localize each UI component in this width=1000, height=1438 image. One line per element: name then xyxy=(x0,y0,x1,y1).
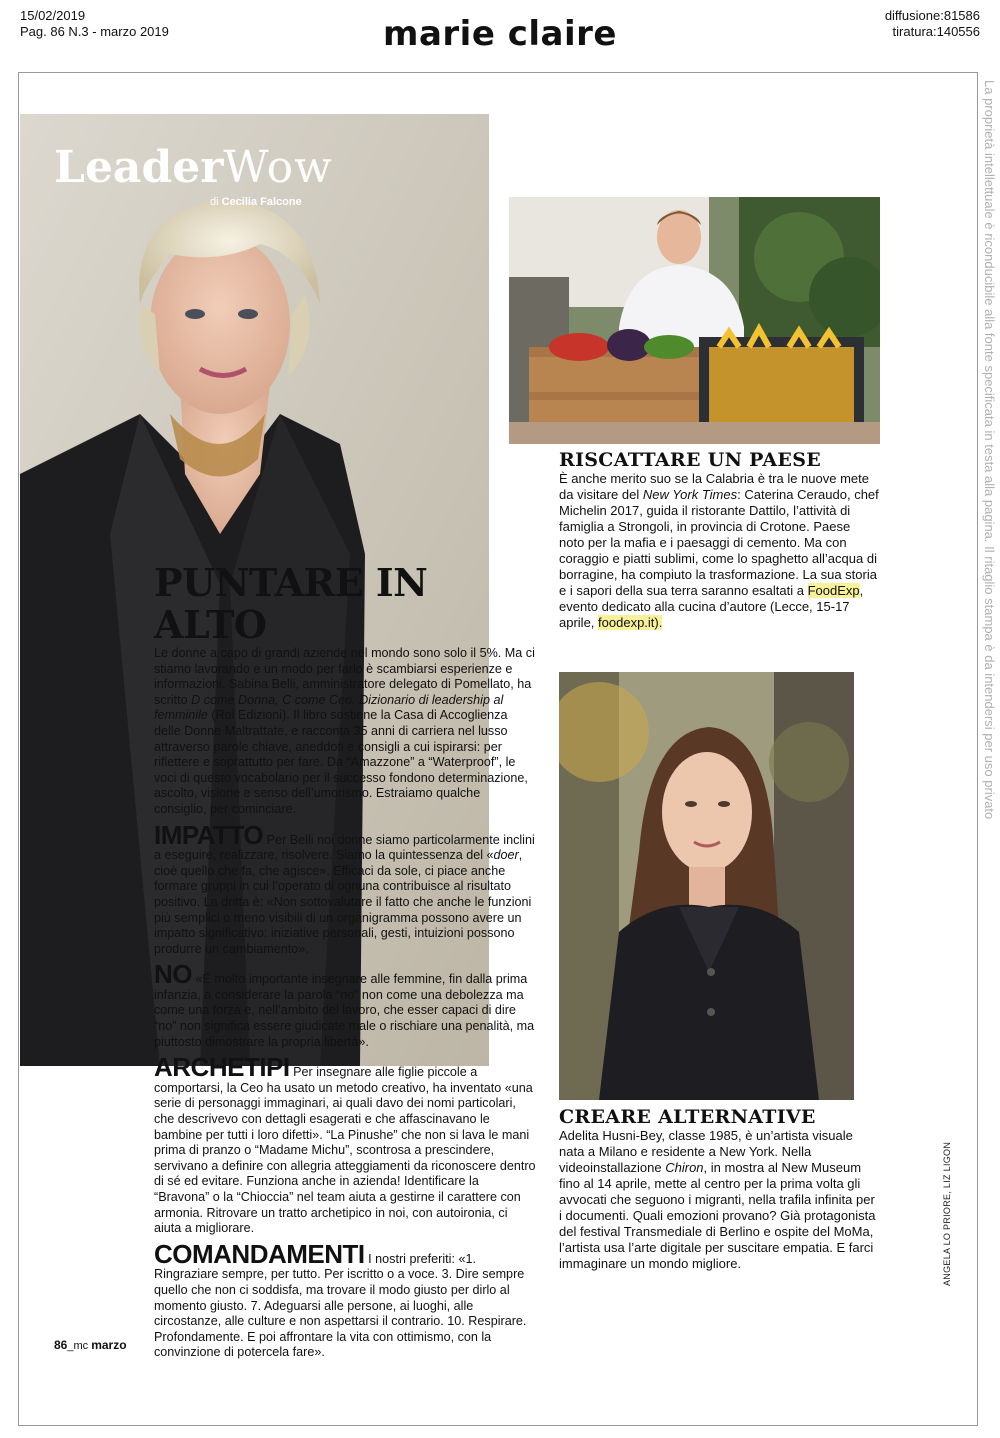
book-title: D come Donna, C come Ceo. Dizionario di leadership al femminile xyxy=(154,692,504,723)
section-heading: ARCHETIPI xyxy=(154,1052,290,1083)
main-intro xyxy=(154,646,536,818)
copyright-note xyxy=(983,80,999,900)
main-article xyxy=(146,562,536,1361)
chef-photo xyxy=(509,197,880,444)
diffusione: diffusione:81586 xyxy=(884,8,980,23)
story-text-2: : Caterina Ceraudo, chef Michelin 2017, guida il ristorante Dattilo, l’attività di famiglia a Strongoli, in provincia di Crotone. Paese noto per la mafia e i paesaggi di cemento. Ma con coraggio e piatti sublimi, come lo spaghetto all’acqua di borragine, ha compiuto la trasformazione. La sua storia e i sapori della sua terra saranno esaltati a xyxy=(559,487,879,598)
section-heading: IMPATTO xyxy=(154,819,264,850)
intro-text-2: (Roi Edizioni). Il libro sostiene la Casa di Accoglienza delle Donne Maltrattate, e racconta 35 anni di carriera nel lusso attraverso parole chiave, aneddoti e consigli a cui ispirarsi: per riflettere e soprattutto per fare. Da “Amazzone” a “Waterproof”, le voci di questo vocabolario per il successo fondono determinazione, ascolto, visione e senso dell’umorismo. Estraiamo qualche consiglio, per cominciare. xyxy=(154,708,528,816)
section-archetipi xyxy=(154,1054,536,1237)
story-heading: CREARE ALTERNATIVE xyxy=(559,1106,816,1128)
section-text: I nostri preferiti: «1. Ringraziare sempre, per tutto. Per iscritto o a voce. 3. Dire sempre quello che non ci soddisfa, ma trovare il modo giusto per dirlo al momento giusto. 7. Adeguarsi alle persone, ai luoghi, alle circostanze, alle culture e non aspettarsi il contrario. 10. Respirare. Profondamente. E poi affrontare la vita con ottimismo, con la convinzione di potercela fare». xyxy=(154,1251,527,1360)
artist-illustration xyxy=(559,672,854,1100)
section-text: «È molto importante insegnare alle femmine, fin dalla prima infanzia, a considerare la parola “no” non come una debolezza ma come una forza e, nell’ambito del lavoro, che esser capaci di dire “no” non significa essere giudicate male o rischiare una penalità, ma piuttosto dimostrare la propria libertà». xyxy=(154,972,535,1049)
story-text xyxy=(559,471,879,631)
column-title-wow: Wow xyxy=(223,142,333,193)
photo-credit-text: ANGELA LO PRIORE, LIZ LIGON xyxy=(942,1141,952,1286)
main-headline: PUNTARE IN ALTO xyxy=(154,560,428,647)
section-impatto xyxy=(154,819,536,958)
artist-photo xyxy=(559,672,854,1100)
page-folio xyxy=(54,1338,127,1352)
intro-text-1: Le donne a capo di grandi aziende nel mondo sono solo il 5%. Ma ci stiamo lavorando e un modo per farlo è scambiarsi esperienze e informazioni. Sabina Belli, amministratore delegato di Pomellato, ha scritto xyxy=(154,646,535,707)
foodexp-link[interactable]: FoodExp xyxy=(807,583,860,598)
section-text: Per Belli noi donne siamo particolarmente inclini a eseguire, realizzare, risolvere. Siamo la quintessenza del « xyxy=(154,832,535,863)
folio-month: marzo xyxy=(91,1338,127,1352)
photo-credit xyxy=(942,1140,954,1290)
section-no xyxy=(154,961,536,1050)
story-heading: RISCATTARE UN PAESE xyxy=(559,449,821,471)
masthead-logo: marie claire xyxy=(383,14,617,54)
story-text-italic: New York Times xyxy=(642,487,738,502)
section-text: Per insegnare alle figlie piccole a comportarsi, la Ceo ha usato un metodo creativo, ha inventato «una serie di personaggi immaginari, ai quali davo dei nomi particolari, che descrivevo con dettagli esagerati e che affascinavano le bambine per tutti i loro difetti». “La Pinushe” che non si lava le mani prima di pranzo o “Madame Michu”, scontrosa a prescindere, servivano a definire con allegria atteggiamenti da riconoscere dentro di sé ed evitare. Funziona anche in azienda! Identificare la “Bravona” o la “Chioccia” nel team aiuta a gestirne il carattere con armonia. Ritrovare un tratto archetipico in noi, con autoironia, ci aiuta a migliorare. xyxy=(154,1065,536,1236)
clip-date: 15/02/2019 xyxy=(20,8,86,23)
story-riscattare xyxy=(559,449,879,631)
byline-author: Cecilia Falcone xyxy=(221,196,302,208)
story-text-3: , evento dedicato alla cucina d’autore (Lecce, 15-17 aprile, xyxy=(559,583,864,630)
story-creare xyxy=(559,1106,879,1272)
section-text-italic: doer xyxy=(493,848,519,863)
foodexp-url-link[interactable]: foodexp.it). xyxy=(598,615,663,630)
story-text-1: Adelita Husni-Bey, classe 1985, è un’artista visuale nata a Milano e residente a New York. Nella videoinstallazione xyxy=(559,1128,853,1175)
story-text-italic: Chiron xyxy=(665,1160,704,1175)
byline xyxy=(210,196,302,208)
byline-prefix: di xyxy=(210,196,219,208)
header-meta-right xyxy=(885,8,980,40)
chef-illustration xyxy=(509,197,880,444)
column-title-leader: Leader xyxy=(54,142,224,193)
tiratura: tiratura:140556 xyxy=(892,24,980,39)
section-text: , cioè quello che fa, che agisce». Efficaci da sole, ci piace anche formare gruppi in cui l’operato di ognuna contribuisce al risultato positivo. La dritta è: «Non sottovalutare il fatto che anche le funzioni più semplici o meno visibili di un organigramma possono avere un impatto significativo: iniziative personali, gesti, intuizioni possono produrre un cambiamento». xyxy=(154,848,532,956)
folio-mag: _mc xyxy=(67,1340,89,1352)
column-title xyxy=(54,142,333,193)
copyright-note-text: La proprietà intellettuale è riconducibile alla fonte specificata in testa alla pagina. Il ritaglio stampa è da intendersi per uso privato xyxy=(982,80,997,820)
story-text-2: , in mostra al New Museum fino al 14 aprile, mette al centro per la prima volta gli avvocati che seguono i migranti, nella trafila infinita per i documenti. Quali emozioni provano? Già protagonista del festival Transmediale di Berlino e ospite del MoMa, l’artista usa l’arte digitale per suscitare empatia. E farci immaginare un mondo migliore. xyxy=(559,1160,876,1271)
story-text xyxy=(559,1128,879,1272)
folio-page: 86 xyxy=(54,1338,68,1352)
clip-page-info: Pag. 86 N.3 - marzo 2019 xyxy=(20,24,169,39)
section-heading: NO xyxy=(154,959,192,990)
section-heading: COMANDAMENTI xyxy=(154,1238,365,1269)
section-comandamenti xyxy=(154,1238,536,1361)
story-text-1: È anche merito suo se la Calabria è tra le nuove mete da visitare del xyxy=(559,471,870,502)
